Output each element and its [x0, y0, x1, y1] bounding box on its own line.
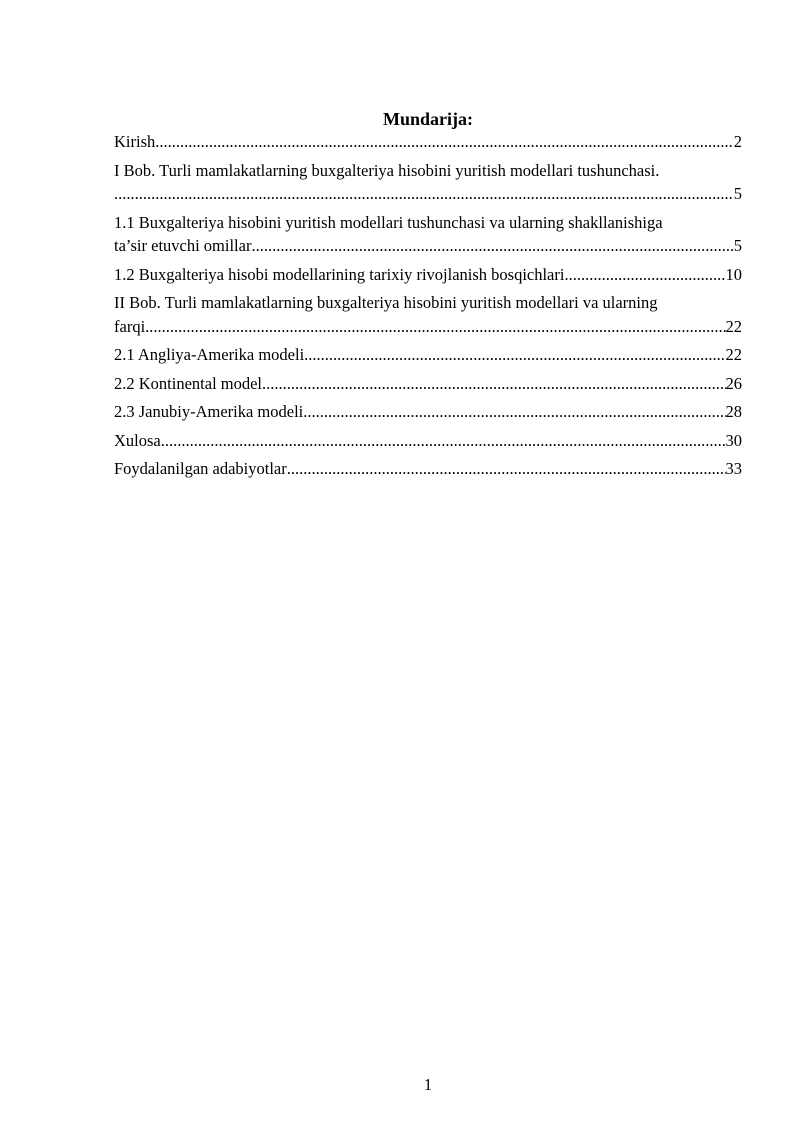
dot-leader — [287, 457, 726, 481]
toc-entry-page: 5 — [733, 184, 742, 203]
toc-title: Mundarija: — [383, 109, 473, 129]
dot-leader — [303, 400, 725, 424]
dot-leader — [262, 372, 725, 396]
toc-entry-label: Xulosa — [114, 430, 161, 450]
toc-entry-label: Foydalanilgan adabiyotlar — [114, 459, 287, 478]
toc-entry-label: 1.1 Buxgalteriya hisobini yuritish modellari tushunchasi va ularning shakllanishiga — [114, 212, 663, 232]
dot-leader — [304, 343, 725, 367]
dot-leader — [145, 315, 725, 339]
toc-entry-xulosa — [114, 429, 742, 453]
toc-entry-kirish — [114, 130, 742, 154]
toc-entry-1-2 — [114, 263, 742, 287]
toc-entry-page: 22 — [725, 316, 742, 336]
toc-entry-page: 26 — [725, 373, 742, 393]
table-of-contents — [114, 130, 742, 486]
toc-entry-page: 30 — [725, 430, 742, 450]
page-number: 1 — [423, 1075, 433, 1094]
toc-entry-page: 22 — [725, 345, 742, 364]
toc-entry-label: 1.2 Buxgalteriya hisobi modellarining tarixiy rivojlanish bosqichlari — [114, 264, 565, 284]
toc-entry-label: II Bob. Turli mamlakatlarning buxgalteriya hisobini yuritish modellari va ularning — [114, 293, 658, 312]
toc-entry-adabiyotlar — [114, 457, 742, 481]
toc-entry-page: 10 — [725, 264, 742, 284]
toc-entry-label: 2.3 Janubiy-Amerika modeli — [114, 402, 304, 421]
toc-entry-page: 28 — [725, 402, 742, 421]
toc-entry-label-cont: farqi — [114, 316, 146, 336]
toc-entry-page: 5 — [733, 236, 742, 255]
toc-entry-2-2 — [114, 372, 742, 396]
dot-leader — [161, 429, 726, 453]
dot-leader — [564, 263, 725, 287]
toc-entry-page: 2 — [733, 132, 742, 151]
toc-entry-1-1 — [114, 211, 742, 258]
toc-entry-label: Kirish — [114, 132, 156, 151]
dot-leader — [251, 234, 733, 258]
toc-entry-label: I Bob. Turli mamlakatlarning buxgalteriya hisobini yuritish modellari tushunchasi. — [114, 160, 660, 180]
toc-entry-label: 2.1 Angliya-Amerika modeli — [114, 345, 305, 364]
toc-entry-2-3 — [114, 400, 742, 424]
toc-entry-chapter-1 — [114, 159, 742, 206]
toc-entry-2-1 — [114, 343, 742, 367]
dot-leader — [114, 182, 734, 206]
dot-leader — [155, 130, 734, 154]
toc-entry-label-cont: ta’sir etuvchi omillar — [114, 236, 252, 255]
toc-entry-page: 33 — [725, 459, 742, 478]
toc-entry-label: 2.2 Kontinental model — [114, 373, 263, 393]
toc-entry-chapter-2 — [114, 291, 742, 338]
